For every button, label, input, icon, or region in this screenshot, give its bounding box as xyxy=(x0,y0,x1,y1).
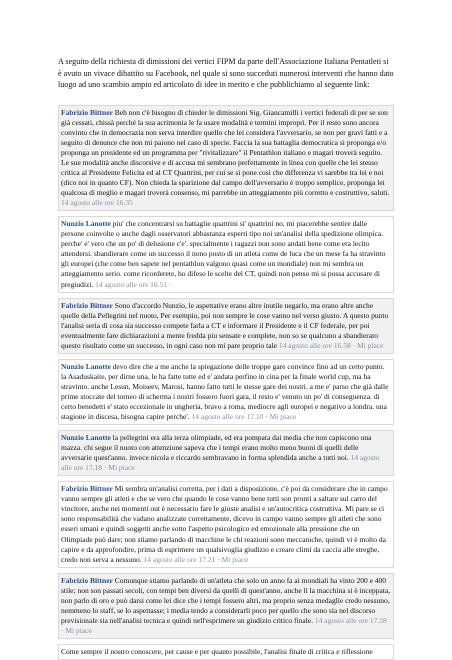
comment-text: piu' che concentrarsi su battaglie quattrini si' quattrini no, mi piacerebbe sentire dalle persone coinvolte o anche dagli osservatori abbastanza esperti tipo noi un'analisi della spedizione olimpica. perche' e' vero che un po' di delusione c'e'. specialmente i ragazzi non sono andati bene come era lecito attendersi. sbandierare come un successo il nono posto di un atleta come de luca che un mese fa ha stravinto gli europei (che come ben sapete nel pentathlon valgono quasi come un mondiale) non mi sembra un atteggiamento serio. come ricorderete, ho difeso le scelte del CT, quindi non penso mi si possa accusare di pregiudizi. xyxy=(61,219,386,289)
comment-item xyxy=(58,573,394,639)
comment-timestamp: 14 agosto alle ore 16.35 xyxy=(61,198,133,208)
comment-item xyxy=(58,359,394,425)
comment-item xyxy=(58,644,394,660)
comment-author-link[interactable]: Fabrizio Bittner xyxy=(61,300,113,310)
comment-item xyxy=(58,105,394,211)
comment-author-link[interactable]: Fabrizio Bittner xyxy=(61,575,113,585)
comment-text: Beh non c'è bisogno di chieder le dimissioni Sig. Giancamilli i vertici federali di per se son già cessati, chissà perché la sua acrimonia le fa usare modalità e termini impropri. Per il resto sono ancora convinto che in democrazia non serva interdire quello che lei considera l'avversario, se non per gravi fatti e a seguito di denunce che non mi paiono nel caso di specie. Faccia la sua battaglia democratica si proponga e/o proponga un presidente ed un programma per "rivitalizzare" il Pentathlon italiano e magari troverà seguito. Le sue modalità anche discorsive e di accusa mi sembrano perfettamente in linea con quelle che lei stesso critica al Presidente Felicita ed al CT Quattrini, per cui se si pone così che differenza vi sarebbe tra lei e noi (dico noi in quanto CF). Non chieda la sparizione dal campo dell'avversario è troppo semplice, proponga lei qualcosa di meglio e magari troverà consenso, mi parrebbe un atteggiamento più corretto e costruttivo, saluti. xyxy=(61,107,390,198)
comment-author-link[interactable]: Nunzio Lanotte xyxy=(61,433,111,443)
comment-author-link[interactable]: Fabrizio Bittner xyxy=(61,107,113,117)
comment-text: Mi sembra un'analisi corretta, per i dati a disposizione, c'è poi da considerare che in campo vanno sempre gli atleti e che se vero che quando le cose vanno bene tutti son pronti a saltare sul carro del vincitore, anche nei momenti out è necessario fare le giuste analisi e un'autocritica costruttiva. Mi pare se ci sono responsabilità che vadano analizzate correttamente, dicevo in campo vanno sempre gli atleti che sono esseri umani e quindi soggetti anche sotto l'aspetto psicologico ed emozionale alla pressione che un Olimpiade può dare; non stiamo parlando di macchine le chi reazioni sono meccaniche, quindi vi è molto da capire e da approfondire, prima di esprimere un qualsivoglia giudizio e creare climi da caccia alle streghe, credo non serva a nessuno. xyxy=(61,484,388,564)
comment-timestamp: 14 agosto alle ore 17.21 · Mi piace xyxy=(141,554,249,564)
comment-author-link[interactable]: Nunzio Lanotte xyxy=(61,361,111,371)
comment-text: devo dire che a me anche la spiegazione delle troppe gare convince fino ad un certo punto. la Asaduskaite, per dirne una, le ha fatte tutte ed e' andata perfino in cina per la finale world cup, ma ha stravinto. anche Lesun, Moiseev, Marosi, hanno fatto tutti le stesse gare dei nostri. a me e' parso che già dalle prime stoccate del torneo di scherma i nostri fossero fuori gara, il resto e' venuto un po' di conseguenza. di certo benedetti e' stato eccezionale in ungheria, bravo a roma, mediocre agli europei e negativo a londra. una stagione in discesa, bisogna capire perche'. xyxy=(61,361,389,422)
comment-author-link[interactable]: Fabrizio Bittner xyxy=(61,484,113,494)
comment-text: Sono d'accordo Nunzio, le aspettative erano altre inutile negarlo, ma erano altre anche quelle della Pellegrini nel nuoto, Per esempio, poi non sempre le cose vanno nel verso giusto. A questo punto l'analisi seria di cosa sia successo compete farla a CT e informare il Presidente e il CF federale, per poi eventualmente fare dichiarazioni a mente fredda piu sensate e complete, non so se qualcuno a sbandierato questo risultato come un successo, in ogni caso non mi pare proprio tale xyxy=(61,300,389,350)
comment-timestamp: 14 agosto alle ore 16.58 · Mi piace xyxy=(277,340,384,350)
comment-text: Comunque stiamo parlando di un'atleta che solo un anno fa ai mondiali ha vinto 200 e 400 stile; non son passati secoli, con tempi ben diversi da quelli di quest'anno, anche lì la macchina si è inceppata, non parlo di oro e può darsi come lei dice che i tempi fossero altri, ma proprio senza medaglie credo nessuno, nemmeno lo staff, se lo aspettasse; i media tendo a considerarli poco per quello che sono sia nel discorso previsionale sia nell'analisi tecnica e quindi nell'esprimere un giudizio critico finale. xyxy=(61,575,391,625)
intro-paragraph: A seguito della richiesta di dimissioni dei vertici FIPM da parte dell'Associazione Italiana Pentatleti si è avuto un vivace dibattito su Facebook, nel quale si sono succeduti numerosi interventi che hanno dato luogo ad uno scambio ampio ed articolato di idee in merito e che pubblichiamo al seguente link: xyxy=(58,57,394,90)
comment-item xyxy=(58,216,394,292)
comment-timestamp: 14 agosto alle ore 17.18 · Mi piace xyxy=(61,453,380,473)
comment-item xyxy=(58,430,394,476)
comment-timestamp: 14 agosto alle ore 16.51 · xyxy=(93,279,172,289)
comment-list xyxy=(58,105,394,660)
comment-author-link[interactable]: Nunzio Lanotte xyxy=(61,219,111,229)
comment-timestamp: 14 agosto alle ore 17.28 · Mi piace xyxy=(61,615,387,635)
comment-text: Come sempre il nostro conoscere, per cause e per quanto possibile, l'analisi finale di critica e riflessione xyxy=(61,646,373,656)
comment-item xyxy=(58,298,394,354)
comment-timestamp: 14 agosto alle ore 17.10 · Mi piace xyxy=(189,412,297,422)
comment-text: la pellegrini era alla terza olimpiade, ed era pompata dai media che non capiscono una mazza. chi segue il nuoto con attenzione sapeva che i tempi erano molto meno buoni di quelli delle avversarie quest'anno. invece nicola e riccardo sembravano in forma splendida anche a tutti noi. xyxy=(61,433,372,463)
comment-item xyxy=(58,481,394,567)
